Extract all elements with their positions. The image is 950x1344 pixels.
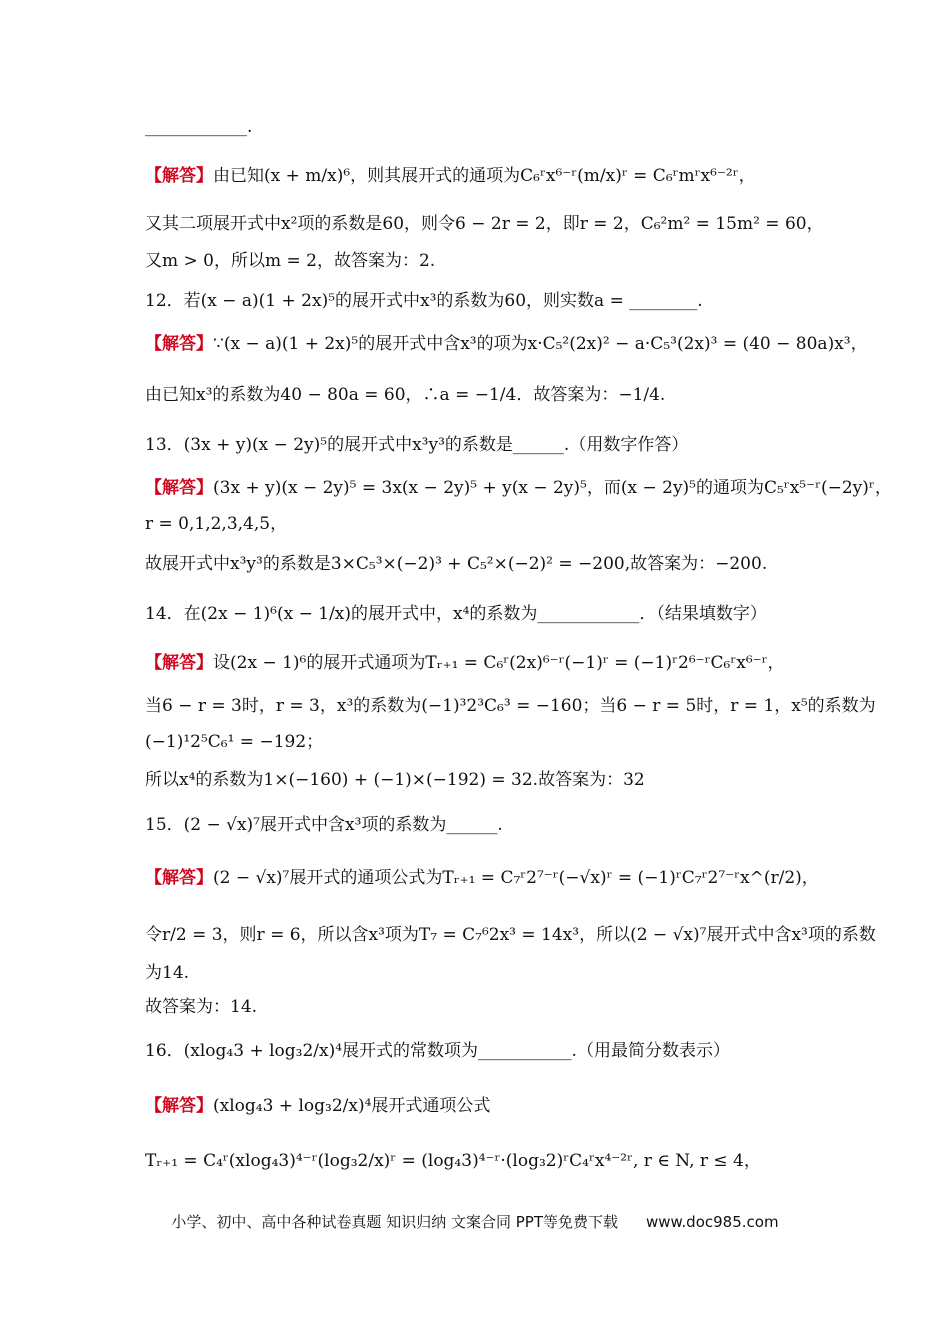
line-1 [145,165,756,187]
line-text: 所以x⁴的系数为1×(−160) + (−1)×(−192) = 32.故答案为：32 [145,770,645,790]
line-12 [145,652,785,674]
line-17 [145,867,819,889]
answer-tag: 【解答】 [145,166,213,186]
question-14 [145,603,767,625]
line-text: Tᵣ₊₁ = C₄ʳ(xlog₄3)⁴⁻ʳ(log₃2/x)ʳ = (log₄3)⁴⁻ʳ·(log₃2)ʳC₄ʳx⁴⁻²ʳ, r ∈ N, r ≤ 4， [145,1151,761,1171]
line-2 [145,213,824,235]
line-text: 设(2x − 1)⁶的展开式通项为Tᵣ₊₁ = C₆ʳ(2x)⁶⁻ʳ(−1)ʳ = (−1)ʳ2⁶⁻ʳC₆ʳx⁶⁻ʳ， [213,653,785,673]
line-text: r = 0,1,2,3,4,5， [145,514,288,534]
question-16 [145,1040,730,1062]
line-text: 为14. [145,963,190,983]
answer-tag: 【解答】 [145,1096,213,1116]
line-3 [145,250,435,272]
line-9 [145,513,287,535]
line-8 [145,477,892,499]
line-text: 故展开式中x³y³的系数是3×C₅³×(−2)³ + C₅²×(−2)² = −200,故答案为：−200. [145,554,768,574]
answer-tag: 【解答】 [145,478,213,498]
line-22 [145,1095,490,1117]
line-23 [145,1150,761,1172]
page-footer [0,1211,950,1232]
line-6 [145,384,665,406]
line-14 [145,731,323,753]
line-10 [145,553,767,575]
line-20 [145,996,257,1018]
line-text: 故答案为：14. [145,997,258,1017]
answer-tag: 【解答】 [145,334,213,354]
line-text: 16．(xlog₄3 + log₃2/x)⁴展开式的常数项为___________.（用最简分数表示） [145,1041,730,1061]
answer-tag: 【解答】 [145,868,213,888]
line-text: 12．若(x − a)(1 + 2x)⁵的展开式中x³的系数为60，则实数a = ________. [145,291,703,311]
question-12 [145,290,703,312]
line-text: 13．(3x + y)(x − 2y)⁵的展开式中x³y³的系数是______.（用数字作答） [145,435,689,455]
line-5 [145,333,868,355]
line-text: 当6 − r = 3时，r = 3，x³的系数为(−1)³2³C₆³ = −160；当6 − r = 5时，r = 1，x⁵的系数为 [145,696,876,716]
line-text: 令r/2 = 3，则r = 6，所以含x³项为T₇ = C₇⁶2x³ = 14x³，所以(2 − √x)⁷展开式中含x³项的系数 [145,925,876,945]
line-text: 14．在(2x − 1)⁶(x − 1/x)的展开式中，x⁴的系数为____________．（结果填数字） [145,604,767,624]
line-text: (xlog₄3 + log₃2/x)⁴展开式通项公式 [213,1096,491,1116]
footer-text: 小学、初中、高中各种试卷真题 知识归纳 文案合同 PPT等免费下载 [171,1213,618,1231]
line-text: 又m > 0，所以m = 2，故答案为：2. [145,251,436,271]
line-0 [145,116,252,138]
line-text: (3x + y)(x − 2y)⁵ = 3x(x − 2y)⁵ + y(x − 2y)⁵，而(x − 2y)⁵的通项为C₅ʳx⁵⁻ʳ(−2y)ʳ， [213,478,892,498]
line-text: (−1)¹2⁵C₆¹ = −192； [145,732,324,752]
line-text: 由已知(x + m/x)⁶，则其展开式的通项为C₆ʳx⁶⁻ʳ(m/x)ʳ = C₆ʳmʳx⁶⁻²ʳ， [213,166,756,186]
line-text: (2 − √x)⁷展开式的通项公式为Tᵣ₊₁ = C₇ʳ2⁷⁻ʳ(−√x)ʳ = (−1)ʳC₇ʳ2⁷⁻ʳx^(r/2)， [213,868,819,888]
line-text: 又其二项展开式中x²项的系数是60，则令6 − 2r = 2，即r = 2，C₆²m² = 15m² = 60， [145,214,824,234]
answer-tag: 【解答】 [145,653,213,673]
line-text: ∵(x − a)(1 + 2x)⁵的展开式中含x³的项为x·C₅²(2x)² − a·C₅³(2x)³ = (40 − 80a)x³， [213,334,868,354]
line-18 [145,924,876,946]
line-15 [145,769,645,791]
line-text: ____________. [145,117,253,137]
line-text: 15．(2 − √x)⁷展开式中含x³项的系数为______. [145,815,503,835]
question-15 [145,814,503,836]
line-19 [145,962,189,984]
line-13 [145,695,876,717]
line-text: 由已知x³的系数为40 − 80a = 60，∴a = −1/4．故答案为：−1/4. [145,385,666,405]
question-13 [145,434,688,456]
footer-url[interactable]: www.doc985.com [645,1213,779,1231]
